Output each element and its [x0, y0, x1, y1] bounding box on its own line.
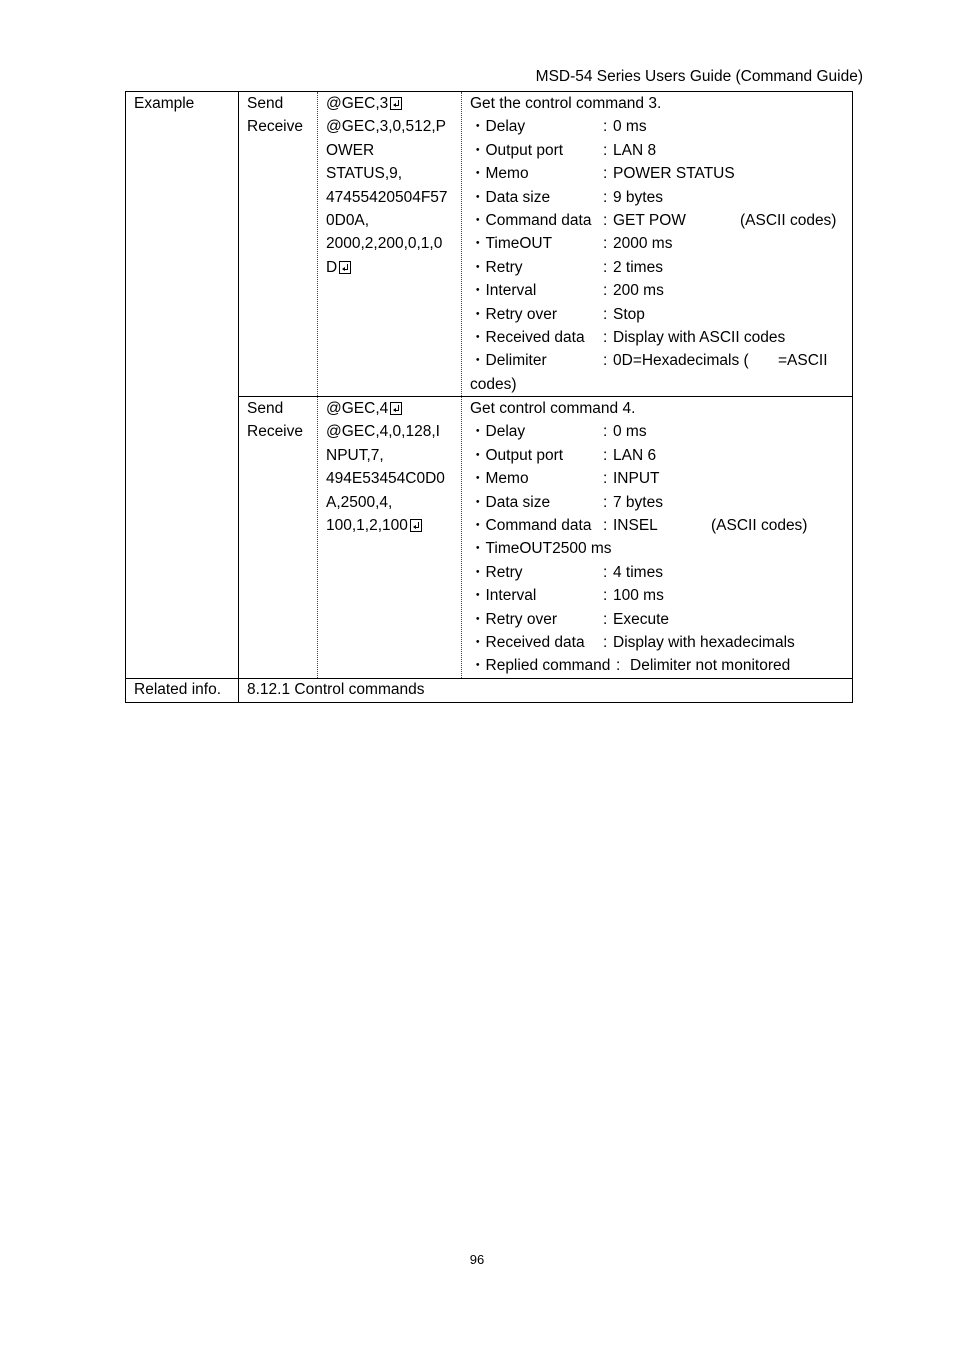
- send-command: @GEC,4: [326, 397, 461, 420]
- receive-line: 100,1,2,100: [326, 514, 461, 537]
- param-item: ・Delay : 0 ms: [470, 118, 647, 136]
- command-cell: [318, 92, 462, 396]
- param-item: ・Command data : INSEL (ASCII codes): [470, 517, 808, 535]
- receive-line: NPUT,7,: [326, 446, 384, 464]
- enter-icon: [410, 519, 422, 532]
- enter-icon: [339, 261, 351, 274]
- receive-line: D: [326, 256, 461, 279]
- receive-label: Receive: [247, 118, 303, 136]
- example-row: [125, 91, 853, 679]
- param-item: ・TimeOUT : 2000 ms: [470, 235, 673, 253]
- send-command: @GEC,3: [326, 92, 461, 115]
- document-header: MSD-54 Series Users Guide (Command Guide): [535, 68, 863, 85]
- receive-line: @GEC,4,0,128,I: [326, 423, 440, 441]
- example-label: Example: [134, 95, 195, 112]
- param-item: ・Received data : Display with hexadecimals: [470, 633, 795, 651]
- page-number: 96: [469, 1252, 485, 1267]
- send-label: Send: [247, 95, 284, 112]
- description: Get control command 4.: [470, 400, 636, 418]
- receive-line: 2000,2,200,0,1,0: [326, 235, 443, 253]
- param-item: ・Retry : 2 times: [470, 258, 663, 276]
- receive-line: 47455420504F57: [326, 188, 448, 206]
- param-item: ・Interval : 100 ms: [470, 587, 664, 605]
- receive-line: @GEC,3,0,512,P: [326, 118, 446, 136]
- param-item: ・Retry over : Execute: [470, 610, 670, 628]
- description: Get the control command 3.: [470, 95, 662, 112]
- direction-cell: [239, 92, 318, 396]
- param-item: ・Output port : LAN 8: [470, 141, 657, 159]
- description-cell: [462, 92, 852, 396]
- related-info-link[interactable]: 8.12.1 Control commands: [247, 680, 425, 698]
- example-label-cell: [126, 92, 239, 678]
- param-item: ・Memo : INPUT: [470, 470, 660, 488]
- param-item: ・Delimiter : 0D=Hexadecimals ( =ASCII: [470, 352, 828, 370]
- receive-line: STATUS,9,: [326, 165, 403, 183]
- enter-icon: [390, 402, 402, 415]
- command-cell: [318, 397, 462, 678]
- example-block-2: [239, 396, 852, 678]
- param-item: ・Retry : 4 times: [470, 563, 663, 581]
- receive-line: OWER: [326, 141, 375, 159]
- send-label: Send: [247, 400, 284, 418]
- param-item: ・Retry over : Stop: [470, 305, 645, 323]
- command-table: [125, 91, 853, 703]
- description-cell: [462, 397, 852, 678]
- param-item: ・Command data : GET POW (ASCII codes): [470, 211, 837, 229]
- param-item: ・Data size : 9 bytes: [470, 188, 663, 206]
- param-item: ・Delay : 0 ms: [470, 423, 647, 441]
- param-item: ・Output port : LAN 6: [470, 446, 657, 464]
- receive-label: Receive: [247, 423, 303, 441]
- receive-line: 0D0A,: [326, 211, 370, 229]
- receive-line: A,2500,4,: [326, 493, 393, 511]
- param-item: ・Interval : 200 ms: [470, 282, 664, 300]
- example-block-1: [239, 92, 852, 396]
- param-continuation: codes): [470, 375, 517, 393]
- example-blocks: [239, 92, 852, 678]
- related-info-row: [125, 679, 853, 703]
- param-item: ・Memo : POWER STATUS: [470, 165, 735, 183]
- enter-icon: [390, 97, 402, 110]
- param-item: ・Received data : Display with ASCII codes: [470, 328, 786, 346]
- related-info-label: Related info.: [126, 679, 239, 702]
- param-item: ・Data size : 7 bytes: [470, 493, 663, 511]
- direction-cell: [239, 397, 318, 678]
- param-item: ・TimeOUT2500 ms: [470, 540, 612, 558]
- param-item: ・Replied command : Delimiter not monitored: [470, 657, 791, 675]
- receive-line: 494E53454C0D0: [326, 470, 445, 488]
